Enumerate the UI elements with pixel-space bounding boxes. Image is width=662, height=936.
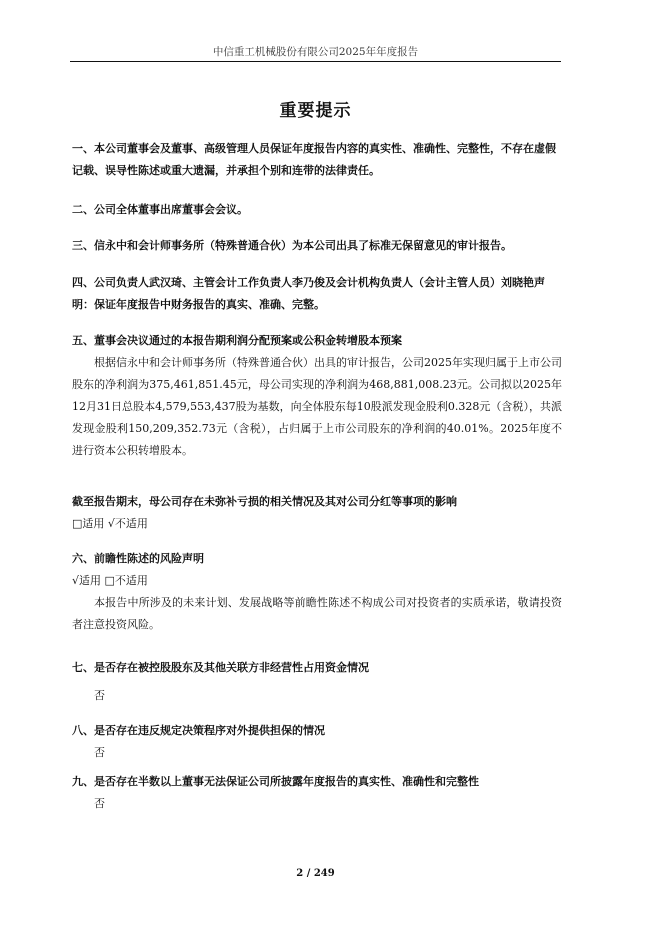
loss-section-options: □适用 √不适用 [72,517,148,530]
section-5-heading: 五、董事会决议通过的本报告期利润分配预案或公积金转增股本预案 [72,334,402,347]
page-title: 重要提示 [279,101,352,121]
section-8 [72,720,562,764]
section-9-answer: 否 [94,797,105,810]
running-header: 中信重工机械股份有限公司2025年年度报告 [212,46,419,58]
header-rule [70,61,561,62]
section-5-body: 根据信永中和会计师事务所（特殊普通合伙）出具的审计报告，公司2025年实现归属于上市公司股东的净利润为375,461,851.45元，母公司实现的净利润为468,881,008.23元。公司拟以2025年12月31日总股本4,579,553,437股为基数，向全体股东每10股派发现金股利0.328元（含税），共派发现金股利150,209,352.73元（含税），占归属于上市公司股东的净利润的40.01%。2025年度不进行资本公积转增股本。 [72,356,562,457]
section-6-body: 本报告中所涉及的未来计划、发展战略等前瞻性陈述不构成公司对投资者的实质承诺，敬请投资者注意投资风险。 [72,596,562,631]
item-2: 二、公司全体董事出席董事会会议。 [72,203,248,216]
item-1: 一、本公司董事会及董事、高级管理人员保证年度报告内容的真实性、准确性、完整性，不存在虚假记载、误导性陈述或重大遗漏，并承担个别和连带的法律责任。 [72,142,556,177]
item-3: 三、信永中和会计师事务所（特殊普通合伙）为本公司出具了标准无保留意见的审计报告。 [72,239,512,252]
page-number: 2 / 249 [296,868,335,879]
loss-section-heading: 截至报告期末，母公司存在未弥补亏损的相关情况及其对公司分红等事项的影响 [72,495,457,508]
section-6-options: √适用 □不适用 [72,574,148,587]
section-9 [72,771,562,815]
section-7-heading: 七、是否存在被控股股东及其他关联方非经营性占用资金情况 [72,661,369,674]
section-5 [72,330,562,462]
section-6 [72,548,562,636]
section-8-heading: 八、是否存在违反规定决策程序对外提供担保的情况 [72,724,325,737]
section-7-answer: 否 [94,689,105,702]
section-8-answer: 否 [94,746,105,759]
section-9-heading: 九、是否存在半数以上董事无法保证公司所披露年度报告的真实性、准确性和完整性 [72,775,479,788]
item-4: 四、公司负责人武汉琦、主管会计工作负责人李乃俊及会计机构负责人（会计主管人员）刘晓艳声明：保证年度报告中财务报告的真实、准确、完整。 [72,276,545,311]
section-7 [72,657,562,707]
section-6-heading: 六、前瞻性陈述的风险声明 [72,552,204,565]
loss-section [72,491,562,535]
